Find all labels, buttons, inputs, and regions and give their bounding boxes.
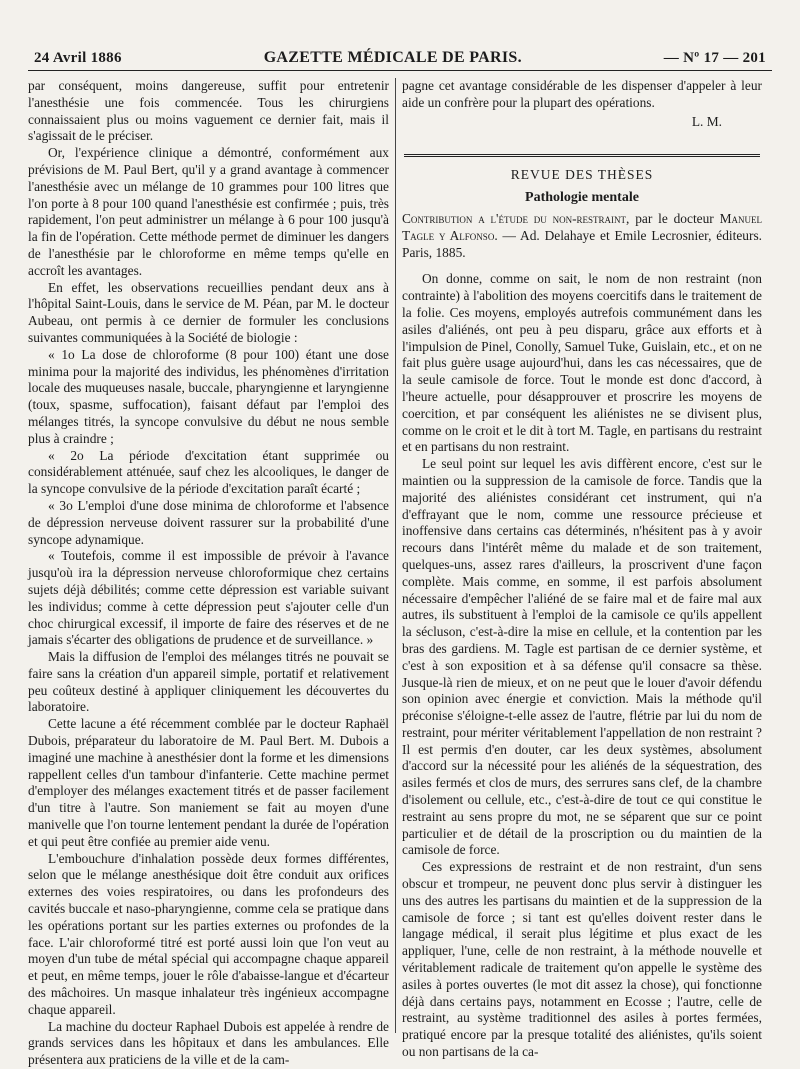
journal-title: GAZETTE MÉDICALE DE PARIS. (263, 49, 522, 66)
paragraph: « 2o La période d'excitation étant supprimée ou considérablement atténuée, sauf chez les alcooliques, le danger de la syncope convulsive de la période d'excitation paraît écarté ; (28, 447, 389, 497)
reference-publisher: — Ad. Delahaye et Emile Lecrosnier, éditeurs. Paris, 1885. (402, 227, 762, 260)
paragraph: Ces expressions de restraint et de non restraint, d'un sens obscur et trompeur, ne peuvent donc plus servir à distinguer les uns des autres les partisans du maintien et de la suppression de la camisole de force ; si tant est qu'elles doivent rester dans le langage médical, il serait plus légitime et plus exact de les appliquer, l'une, celle de non restraint, à la méthode nouvelle et véritablement radicale de traitement qu'on appelle le système des asiles à portes ouvertes (le mot dit assez la chose), qui fonctionne déjà dans certains pays, notamment en Ecosse ; l'autre, celle de restraint, au système traditionnel des asiles à portes fermées, pratiqué encore par la presque totalité des aliénistes, qu'ils soient ou non partisans de la ca- (402, 859, 762, 1060)
column-divider (395, 78, 396, 1033)
section-subtitle: Pathologie mentale (525, 190, 639, 206)
right-column (402, 78, 762, 1060)
header-date: 24 Avril 1886 (34, 49, 122, 66)
paragraph: Mais la diffusion de l'emploi des mélanges titrés ne pouvait se faire sans la création d'un appareil simple, portatif et relativement peu coûteux destiné à appliquer cliniquement les découvertes du laboratoire. (28, 649, 389, 715)
paragraph: En effet, les observations recueillies pendant deux ans à l'hôpital Saint-Louis, dans le service de M. Péan, par M. le docteur Aubeau, ont permis à ce dernier de formuler les conclusions suivantes communiquées à la Société de biologie : (28, 279, 389, 345)
left-column (28, 78, 389, 1068)
paragraph: « 3o L'emploi d'une dose minima de chloroforme et l'absence de dépression nerveuse doivent rassurer sur la probabilité d'une syncope adynamique. (28, 497, 389, 547)
reference-title: Contribution a l'étude du non-restraint, (402, 210, 630, 226)
paragraph: « Toutefois, comme il est impossible de prévoir à l'avance jusqu'où ira la dépression nerveuse chloroformique chez certains sujets déjà débilités; comme cette dépression est variable suivant les individus; comme à cette dépression peut s'ajouter celle d'un choc chirurgical excessif, il importe de faire des réserves et de ne jamais s'écarter des obligations de prudence et de surveillance. » (28, 548, 389, 648)
paragraph: Le seul point sur lequel les avis diffèrent encore, c'est sur le maintien ou la suppression de la camisole de force. Tandis que la majorité des aliénistes considérant cet instrument, qui n'a d'effrayant que le nom, comme une ressource précieuse et inoffensive dans certains cas déterminés, n'hésitent pas à y avoir recours dans l'intérêt même du malade et de son traitement, quelques-uns, assez rares d'ailleurs, la proscrivent d'une façon complète. Mais comme, en somme, il est parfois absolument nécessaire d'empêcher l'aliéné de se faire mal et de faire mal aux autres, ils substituent à l'emploi de la camisole ce qu'ils appellent la sécluson, c'est-à-dire la mise en cellule, et la contention par les bras des gardiens. M. Tagle est partisan de ce dernier système, et c'est à son exposition et à sa défense qu'il consacre sa thèse. Jusque-là rien de mieux, et on ne peut que le louer d'avoir défendu son opinion avec énergie et conviction. Mais la méthode qu'il préconise s'éloigne-t-elle assez de l'autre, flétrie par lui du nom de restraint, pour mériter véritablement l'appellation de non restraint ? Il est permis d'en douter, car les deux systèmes, absolument d'accord sur la nécessité pour les aliénés de la séquestration, des asiles fermés et clos de murs, des serrures sans clef, de la chambre d'isolement ou cellule, etc., c'est-à-dire de tout ce qui constitue le restraint au sens propre du mot, ne se séparent que sur ce point particulier et de détail de la proscription ou du maintien de la camisole de force. (402, 456, 762, 858)
issue-page-number: — Nº 17 — 201 (663, 49, 766, 66)
reference-author: Manuel Tagle y Alfonso. (402, 210, 762, 243)
reference-author-prefix: par le docteur (635, 210, 714, 226)
page-header (34, 46, 766, 70)
section-title: REVUE DES THÈSES (510, 167, 654, 183)
thesis-reference (402, 211, 762, 261)
paragraph: Or, l'expérience clinique a démontré, conformément aux prévisions de M. Paul Bert, qu'il y a grand avantage à commencer l'anesthésie avec un mélange de 10 grammes pour 100 litres que l'on porte à 8 pour 100 quand l'anesthésie est confirmée ; puis, très rapidement, l'on peut administrer un mélange à 6 pour 100 jusqu'à la fin de l'opération. Cette méthode permet de diminuer les dangers de l'anesthésie par le chloroforme en même temps qu'elle en accroît les avantages. (28, 145, 389, 278)
article-signature: L. M. (691, 113, 722, 129)
paragraph: L'embouchure d'inhalation possède deux formes différentes, selon que le mélange anesthésique doit être conduit aux orifices externes des voies respiratoires, ou dans les profondeurs des cavités buccale et naso-pharyngienne, comme cela se pratique dans les opérations portant sur les parties externes ou profondes de la face. L'air chloroformé titré est porté aussi loin que l'on veut au moyen d'un tube de métal spécial qui accompagne chaque appareil et peut, en même temps, jouer le rôle d'abaisse-langue et d'écarteur des mâchoires. Un masque inhalateur très ingénieux accompagne chaque appareil. (28, 850, 389, 1017)
paragraph: On donne, comme on sait, le nom de non restraint (non contrainte) à l'abolition des moyens coercitifs dans le traitement de la folie. Ces moyens, employés autrefois communément dans les asiles d'aliénés, ont peu à peu disparu, grâce aux efforts et à l'impulsion de Pinel, Conolly, Samuel Tuke, Guislain, etc., et on ne fait plus guère usage aujourd'hui, dans les cas nécessaires, que de la seule camisole de force. Tout le monde est donc d'accord, à l'heure actuelle, pour désapprouver et proscrire les moyens de coercition, et par conséquent les aliénistes ne se divisent plus, comme on le croit et le dit à tort M. Tagle, en partisans du restraint et en partisans du non restraint. (402, 271, 762, 455)
paragraph: pagne cet avantage considérable de les dispenser d'appeler à leur aide un confrère pour la plupart des opérations. (402, 78, 762, 110)
paragraph: par conséquent, moins dangereuse, suffit pour entretenir l'anesthésie une fois commencée. Tous les chirurgiens connaissaient plus ou moins vaguement ce dernier fait, mais il s'agissait de le préciser. (28, 78, 389, 144)
header-rule (28, 70, 772, 71)
paragraph: La machine du docteur Raphael Dubois est appelée à rendre de grands services dans les hôpitaux et dans les ambulances. Elle présentera aux praticiens de la ville et de la cam- (28, 1018, 389, 1068)
paragraph: « 1o La dose de chloroforme (8 pour 100) étant une dose minima pour la majorité des individus, les phénomènes d'irritation locale des muqueuses nasale, buccale, pharyngienne et laryngienne (toux, spasme, suffocation), faisant défaut par l'emploi des mélanges titrés, la syncope convulsive du début ne nous semble plus à craindre ; (28, 346, 389, 446)
section-rule (404, 154, 760, 157)
paragraph: Cette lacune a été récemment comblée par le docteur Raphaël Dubois, préparateur du laboratoire de M. Paul Bert. M. Dubois a imaginé une machine à anesthésier dont la forme et les dimensions rappellent celles d'un tambour d'infanterie. Cette machine permet d'employer des mélanges exactement titrés et de passer facilement d'un titre à l'autre. Son maniement se fait au moyen d'une manivelle que l'on tourne lentement pendant la durée de l'opération et qui peut être confiée au premier aide venu. (28, 716, 389, 849)
